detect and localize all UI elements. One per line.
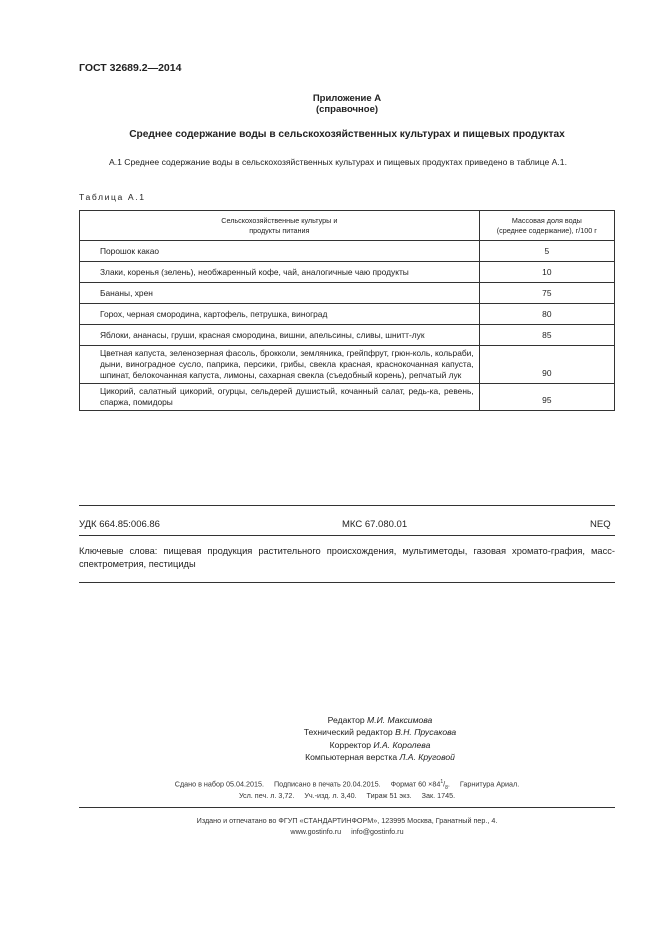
- table-row: [80, 346, 615, 384]
- layout-name: Л.А. Круговой: [399, 751, 455, 762]
- intro-paragraph: А.1 Среднее содержание воды в сельскохозяйственных культурах и пищевых продуктах приведено в таблице А.1.: [109, 157, 567, 167]
- crop-cell: Злаки, коренья (зелень), необжаренный кофе, чай, аналогичные чаю продукты: [80, 262, 480, 283]
- tech-editor-label: Технический редактор: [303, 727, 393, 738]
- udk-code: УДК 664.85:006.86: [79, 519, 160, 530]
- corrector-label: Корректор: [329, 739, 372, 750]
- format-fraction-num: 1: [440, 779, 444, 785]
- column-header-crops: [80, 211, 480, 241]
- table-header-row: [80, 211, 615, 241]
- column-header-water-line1: Массовая доля воды: [511, 215, 582, 225]
- water-content-table: [79, 210, 615, 411]
- neq-label: NEQ: [590, 519, 611, 530]
- corrector-line: [160, 739, 600, 751]
- water-value-cell: 95: [479, 384, 614, 411]
- section-title: Среднее содержание воды в сельскохозяйственных культурах и пищевых продуктах: [129, 129, 565, 140]
- keywords-top-rule: [79, 535, 615, 536]
- column-header-crops-line1: Сельскохозяйственные культуры и: [221, 215, 338, 225]
- footer-top-rule: [79, 505, 615, 506]
- layout-label: Компьютерная верстка: [305, 751, 398, 762]
- table-label: Таблица А.1: [79, 192, 146, 202]
- editor-label: Редактор: [327, 715, 365, 725]
- appendix-title: Приложение А: [312, 93, 382, 104]
- tech-editor-name: В.Н. Прусакова: [395, 727, 457, 738]
- footer-bottom-rule: [79, 582, 615, 583]
- column-header-water: [479, 211, 614, 241]
- crop-cell: Цикорий, салатный цикорий, огурцы, сельдерей душистый, кочанный салат, редь-ка, ревень, спаржа, помидоры: [80, 384, 480, 411]
- water-value-cell: 5: [479, 241, 614, 262]
- keywords: Ключевые слова: пищевая продукция растительного происхождения, мультиметоды, газовая хромато-графия, масс-спектрометрия, пестициды: [79, 546, 615, 569]
- water-value-cell: 10: [479, 262, 614, 283]
- table-row: [80, 304, 615, 325]
- layout-line: [160, 751, 600, 763]
- corrector-name: И.А. Королева: [373, 739, 431, 750]
- editor-line: [160, 714, 600, 726]
- column-header-water-line2: (среднее содержание), г/100 г: [496, 225, 597, 235]
- tech-editor-line: [160, 726, 600, 738]
- water-value-cell: 90: [479, 346, 614, 384]
- print-details-line1: Сдано в набор 05.04.2015. Подписано в печать 20.04.2015. Формат $60 \times 84^1/_8$. Гарнитура Ариал.: [174, 779, 520, 791]
- format-fraction-den: 8: [445, 784, 448, 791]
- appendix-subtitle: (справочное): [315, 104, 379, 115]
- crop-cell: Горох, черная смородина, картофель, петрушка, виноград: [80, 304, 480, 325]
- print-details-a: Сдано в набор 05.04.2015. Подписано в печать 20.04.2015. Формат 60 ×84: [174, 779, 441, 789]
- table-row: [80, 283, 615, 304]
- table-row: [80, 325, 615, 346]
- crop-cell: Бананы, хрен: [80, 283, 480, 304]
- mks-code: МКС 67.080.01: [342, 519, 408, 530]
- crop-cell: Порошок какао: [80, 241, 480, 262]
- water-value-cell: 85: [479, 325, 614, 346]
- editor-name: М.И. Максимова: [367, 715, 433, 725]
- print-details-line2: Усл. печ. л. 3,72. Уч.-изд. л. 3,40. Тираж 51 экз. Зак. 1745.: [238, 791, 456, 800]
- publisher-contacts: www.gostinfo.ru info@gostinfo.ru: [290, 827, 404, 836]
- table-row: [80, 262, 615, 283]
- print-details-b: . Гарнитура Ариал.: [447, 779, 520, 789]
- publisher-rule: [79, 807, 615, 808]
- water-value-cell: 80: [479, 304, 614, 325]
- document-code: ГОСТ 32689.2—2014: [79, 62, 182, 74]
- crop-cell: Яблоки, ананасы, груши, красная смородина, вишни, апельсины, сливы, шнитт-лук: [80, 325, 480, 346]
- column-header-crops-line2: продукты питания: [249, 225, 310, 235]
- credits-block: [160, 714, 600, 763]
- water-value-cell: 75: [479, 283, 614, 304]
- crop-cell: Цветная капуста, зеленозерная фасоль, брокколи, земляника, грейпфрут, грюн-коль, кольраби, дыни, виноградное сусло, паприка, персики, грибы, свекла красная, краснокочанная капуста, шпинат, белокочанная капуста, лимоны, сахарная свекла (съедобный корень), репчатый лук: [80, 346, 480, 384]
- table-row: [80, 241, 615, 262]
- publisher-line: Издано и отпечатано во ФГУП «СТАНДАРТИНФОРМ», 123995 Москва, Гранатный пер., 4.: [196, 816, 498, 825]
- table-row: [80, 384, 615, 411]
